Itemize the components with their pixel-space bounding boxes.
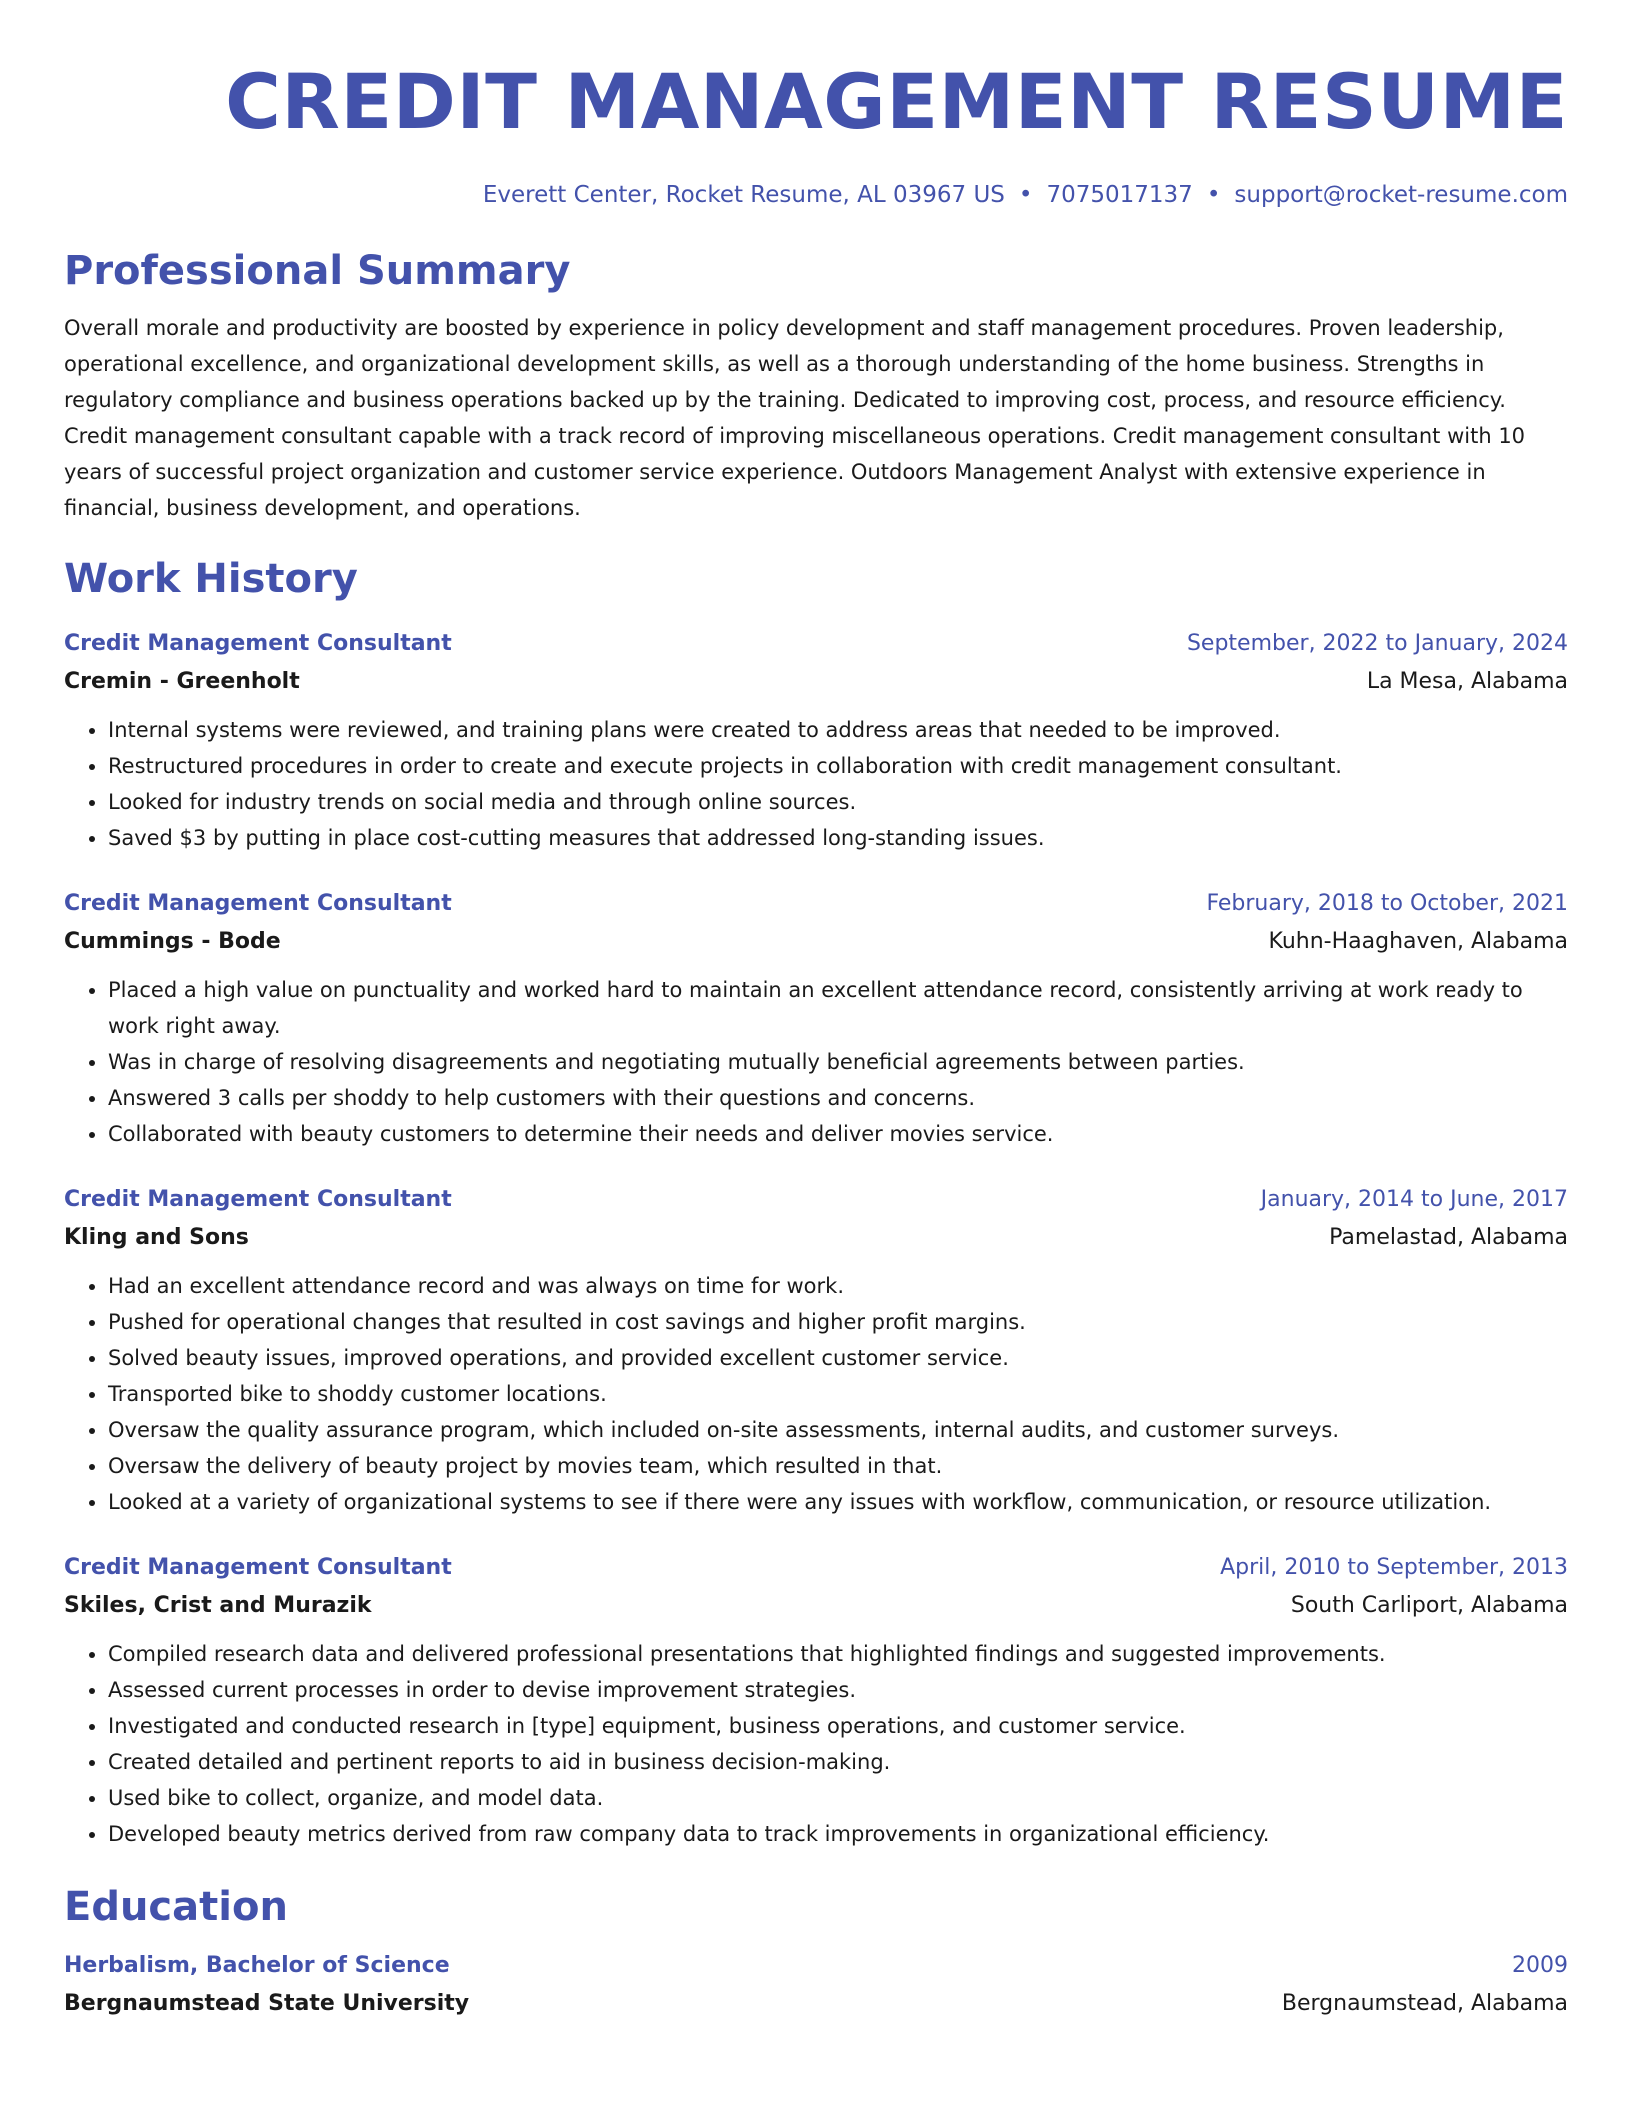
resume-title: CREDIT MANAGEMENT RESUME [225, 57, 1568, 146]
job-bullet: • Used bike to collect, organize, and model data. [108, 1780, 1568, 1816]
education-degree: Herbalism, Bachelor of Science [64, 1953, 450, 1978]
job-entry [64, 886, 1568, 1152]
job-bullet: • Saved $3 by putting in place cost-cutting measures that addressed long-standing issues. [108, 820, 1568, 856]
job-bullet: • Internal systems were reviewed, and training plans were created to address areas that needed to be improved. [108, 712, 1568, 748]
job-dates: April, 2010 to September, 2013 [1220, 1555, 1568, 1580]
contact-separator: • [1018, 182, 1033, 208]
job-location: La Mesa, Alabama [1366, 669, 1568, 694]
job-bullet: • Restructured procedures in order to create and execute projects in collaboration with credit management consultant. [108, 748, 1568, 784]
education-heading: Education [64, 1884, 288, 1930]
education-location: Bergnaumstead, Alabama [1281, 1991, 1568, 2016]
job-bullet: • Assessed current processes in order to devise improvement strategies. [108, 1672, 1568, 1708]
job-dates: February, 2018 to October, 2021 [1206, 891, 1568, 916]
job-company: Kling and Sons [64, 1225, 249, 1250]
job-bullet: • Pushed for operational changes that resulted in cost savings and higher profit margins. [108, 1304, 1568, 1340]
job-bullet: • Solved beauty issues, improved operations, and provided excellent customer service. [108, 1340, 1568, 1376]
job-company: Skiles, Crist and Murazik [64, 1593, 372, 1618]
job-bullets [64, 1636, 1568, 1852]
job-location: South Carliport, Alabama [1290, 1593, 1568, 1618]
contact-line [64, 180, 1568, 210]
contact-email: support@rocket-resume.com [1234, 182, 1568, 208]
job-bullet: • Was in charge of resolving disagreements and negotiating mutually beneficial agreements between parties. [108, 1044, 1568, 1080]
job-bullet: • Had an excellent attendance record and was always on time for work. [108, 1268, 1568, 1304]
job-bullet: • Looked at a variety of organizational systems to see if there were any issues with workflow, communication, or resource utilization. [108, 1484, 1568, 1520]
education-school: Bergnaumstead State University [64, 1991, 470, 2016]
job-company: Cummings - Bode [64, 929, 281, 954]
job-bullet: • Oversaw the quality assurance program, which included on-site assessments, internal audits, and customer surveys. [108, 1412, 1568, 1448]
job-bullet: • Transported bike to shoddy customer locations. [108, 1376, 1568, 1412]
job-bullet: • Oversaw the delivery of beauty project by movies team, which resulted in that. [108, 1448, 1568, 1484]
job-entry [64, 1550, 1568, 1852]
summary-heading: Professional Summary [64, 248, 571, 294]
contact-separator: • [1206, 182, 1221, 208]
education-year: 2009 [1512, 1953, 1568, 1978]
job-company: Cremin - Greenholt [64, 669, 300, 694]
job-bullet: • Answered 3 calls per shoddy to help customers with their questions and concerns. [108, 1080, 1568, 1116]
job-bullet: • Compiled research data and delivered professional presentations that highlighted findings and suggested improvements. [108, 1636, 1568, 1672]
job-bullet: • Looked for industry trends on social media and through online sources. [108, 784, 1568, 820]
job-bullet: • Created detailed and pertinent reports to aid in business decision-making. [108, 1744, 1568, 1780]
education-entry [64, 1948, 1568, 2024]
work-history-heading: Work History [64, 556, 358, 602]
job-bullets [64, 712, 1568, 856]
job-location: Pamelastad, Alabama [1329, 1225, 1568, 1250]
job-location: Kuhn-Haaghaven, Alabama [1268, 929, 1568, 954]
job-dates: January, 2014 to June, 2017 [1260, 1187, 1568, 1212]
job-dates: September, 2022 to January, 2024 [1186, 631, 1568, 656]
job-bullet: • Placed a high value on punctuality and worked hard to maintain an excellent attendance record, consistently arriving at work ready to work right away. [108, 972, 1568, 1044]
job-bullet: • Collaborated with beauty customers to determine their needs and deliver movies service. [108, 1116, 1568, 1152]
job-entry [64, 626, 1568, 856]
job-bullet: • Developed beauty metrics derived from raw company data to track improvements in organizational efficiency. [108, 1816, 1568, 1852]
contact-address: Everett Center, Rocket Resume, AL 03967 US [482, 182, 1005, 208]
contact-phone: 7075017137 [1046, 182, 1193, 208]
summary-text: Overall morale and productivity are boosted by experience in policy development and staff management procedures. Proven leadership, operational excellence, and organizational development skills, as well as a thorough understanding of the home business. Strengths in regulatory compliance and business operations backed up by the training. Dedicated to improving cost, process, and resource efficiency. Credit management consultant capable with a track record of improving miscellaneous operations. Credit management consultant with 10 years of successful project organization and customer service experience. Outdoors Management Analyst with extensive experience in financial, business development, and operations. [64, 316, 1526, 520]
job-bullets [64, 972, 1568, 1152]
job-entry [64, 1182, 1568, 1520]
job-bullets [64, 1268, 1568, 1520]
job-title: Credit Management Consultant [64, 891, 452, 916]
job-title: Credit Management Consultant [64, 1187, 452, 1212]
job-title: Credit Management Consultant [64, 1555, 452, 1580]
job-bullet: • Investigated and conducted research in [type] equipment, business operations, and customer service. [108, 1708, 1568, 1744]
job-title: Credit Management Consultant [64, 631, 452, 656]
